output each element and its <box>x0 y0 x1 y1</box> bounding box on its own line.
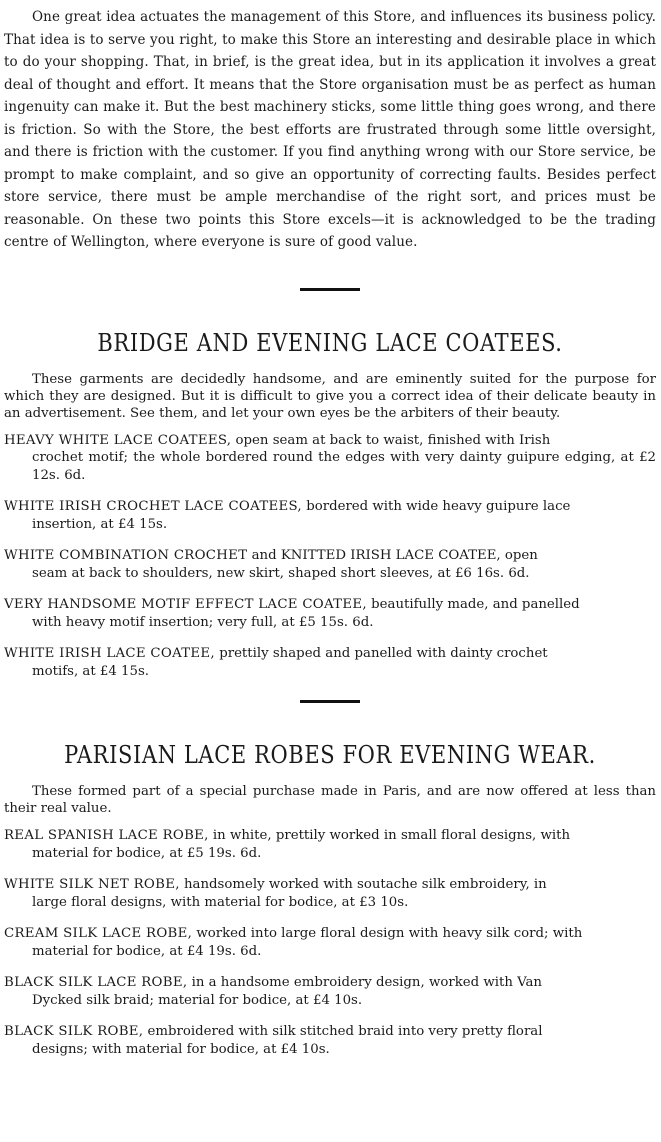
section-heading-coatees: BRIDGE AND EVENING LACE COATEES. <box>97 328 563 357</box>
item-continuation: Dycked silk braid; material for bodice, at £4 10s. <box>32 992 363 1008</box>
section-intro-robes: These formed part of a special purchase made in Paris, and are now offered at less than their real value. <box>4 784 656 816</box>
list-item <box>4 432 656 485</box>
intro-paragraph: One great idea actuates the management of this Store, and influences its business policy. That idea is to serve you right, to make this Store an interesting and desirable place in which to do your shopping. That, in brief, is the great idea, but in its application it involves a great deal of thought and effort. It means that the Store organisation must be as perfect as human ingenuity can make it. But the best machinery sticks, some little thing goes wrong, and there is friction. So with the Store, the best efforts are frustrated through some little oversight, and there is friction with the customer. If you find anything wrong with our Store service, be prompt to make complaint, and so give an opportunity of correcting faults. Besides perfect store service, there must be ample merchandise of the right sort, and prices must be reasonable. On these two points this Store excels—it is acknowledged to be the trading centre of Wellington, where everyone is sure of good value. <box>4 9 656 250</box>
item-continuation: with heavy motif insertion; very full, at £5 15s. 6d. <box>32 614 374 630</box>
item-title: WHITE COMBINATION CROCHET <box>4 548 248 563</box>
item-continuation: material for bodice, at £4 19s. 6d. <box>32 943 262 959</box>
item-title: WHITE SILK NET ROBE, <box>4 877 180 892</box>
item-text: in white, prettily worked in small floral designs, with <box>208 828 571 843</box>
item-continuation: large floral designs, with material for bodice, at £3 10s. <box>32 894 409 910</box>
list-item <box>4 645 656 680</box>
item-continuation: crochet motif; the whole bordered round the edges with very dainty guipure edging, at £2 12s. 6d. <box>32 450 656 483</box>
item-title: WHITE IRISH LACE COATEE, <box>4 646 215 661</box>
list-item <box>4 974 656 1009</box>
item-continuation: insertion, at £4 15s. <box>32 516 168 532</box>
item-continuation: material for bodice, at £5 19s. 6d. <box>32 845 262 861</box>
list-item <box>4 547 656 582</box>
item-text: worked into large floral design with heavy silk cord; with <box>192 926 583 941</box>
item-continuation: seam at back to shoulders, new skirt, shaped short sleeves, at £6 16s. 6d. <box>32 565 530 581</box>
list-item <box>4 596 656 631</box>
item-title: VERY HANDSOME MOTIF EFFECT LACE COATEE, <box>4 597 367 612</box>
item-text: in a handsome embroidery design, worked with Van <box>187 975 542 990</box>
item-title: HEAVY WHITE LACE COATEES, <box>4 432 232 448</box>
section-intro-coatees: These garments are decidedly handsome, and are eminently suited for the purpose for which they are designed. But it is difficult to give you a correct idea of their delicate beauty in an advertisement. See them, and let your own eyes be the arbiters of their beauty. <box>4 371 656 421</box>
item-continuation: designs; with material for bodice, at £4 10s. <box>32 1041 330 1057</box>
list-item <box>4 876 656 911</box>
item-text: bordered with wide heavy guipure lace <box>301 499 571 514</box>
item-continuation: motifs, at £4 15s. <box>32 663 150 679</box>
item-text: open seam at back to waist, finished with Irish <box>231 432 551 448</box>
item-text: and KNITTED IRISH LACE COATEE, open <box>247 548 538 563</box>
item-text: prettily shaped and panelled with dainty crochet <box>214 646 548 661</box>
section-divider <box>300 700 360 703</box>
list-item <box>4 1023 656 1058</box>
item-title: WHITE IRISH CROCHET LACE COATEES, <box>4 499 302 514</box>
item-text: beautifully made, and panelled <box>366 597 580 612</box>
item-text: embroidered with silk stitched braid into very pretty floral <box>143 1024 543 1039</box>
item-title: BLACK SILK LACE ROBE, <box>4 975 188 990</box>
item-text: handsomely worked with soutache silk embroidery, in <box>179 877 547 892</box>
item-title: REAL SPANISH LACE ROBE, <box>4 828 209 843</box>
robes-list <box>4 827 656 1058</box>
list-item <box>4 827 656 862</box>
coatees-list <box>4 432 656 681</box>
section-heading-robes: PARISIAN LACE ROBES FOR EVENING WEAR. <box>64 741 596 769</box>
section-divider <box>300 288 360 291</box>
list-item <box>4 925 656 960</box>
item-title: BLACK SILK ROBE, <box>4 1024 144 1039</box>
list-item <box>4 498 656 533</box>
item-title: CREAM SILK LACE ROBE, <box>4 926 193 941</box>
